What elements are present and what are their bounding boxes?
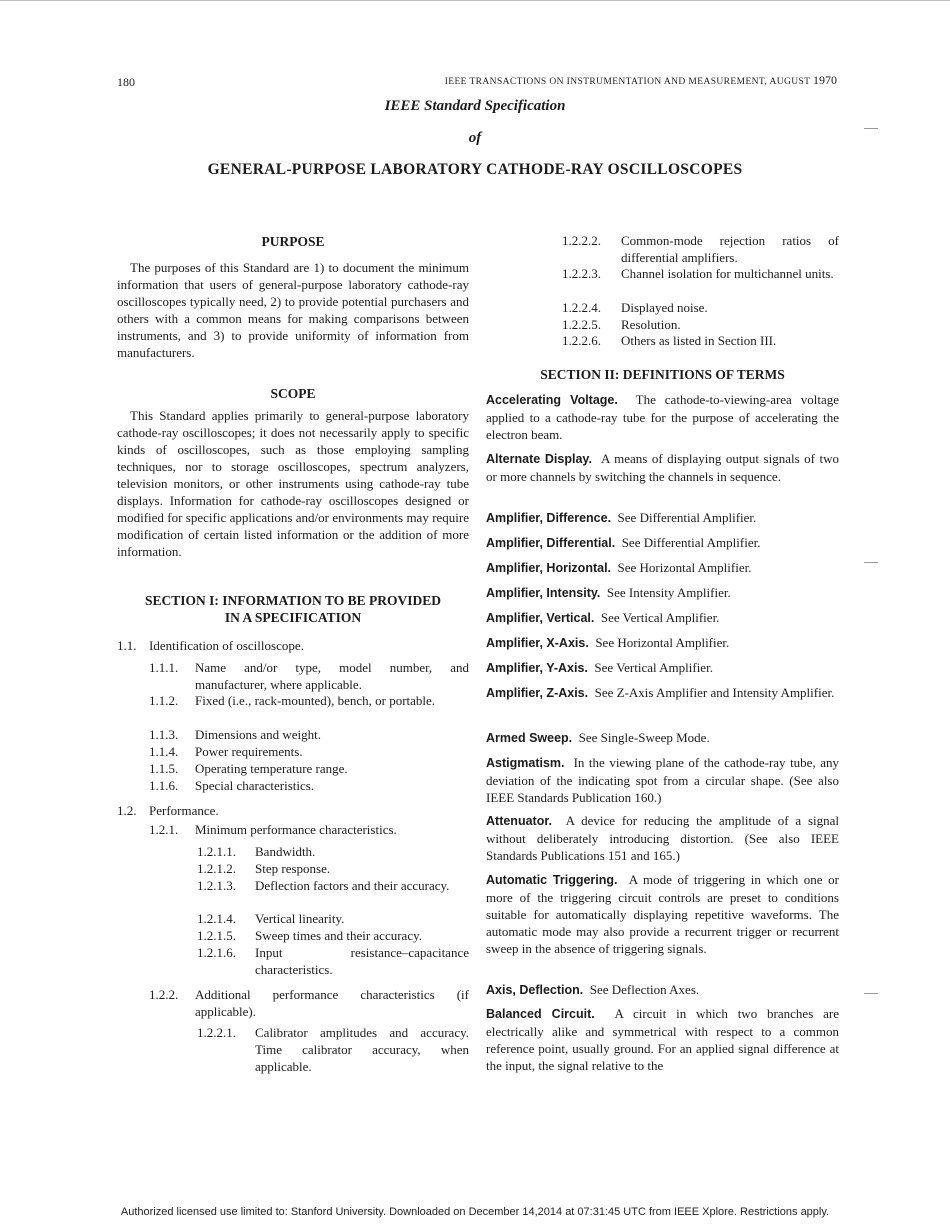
definition-balanced-circuit: Balanced Circuit. A circuit in which two branches are electrically alike and symmetrical with respect to a common reference point, usually ground. For an applied signal difference at the input, the signal relative to the	[486, 1006, 839, 1073]
item-1-2-1-3: 1.2.1.3. Deflection factors and their accuracy.	[197, 878, 450, 893]
definition-alternate-display: Alternate Display. A means of displaying output signals of two or more channels by switching the channels in sequence.	[486, 451, 839, 484]
margin-mark	[864, 993, 878, 994]
item-1-2-2-6: 1.2.2.6. Others as listed in Section III.	[562, 333, 777, 348]
item-1-1-3: 1.1.3. Dimensions and weight.	[149, 727, 322, 742]
running-header	[445, 73, 837, 88]
journal-year: 1970	[813, 73, 837, 87]
scope-heading: SCOPE	[270, 386, 316, 401]
definition-axis-deflection: Axis, Deflection. See Deflection Axes.	[486, 982, 700, 997]
item-1-2-1-2: 1.2.1.2. Step response.	[197, 861, 331, 876]
definition-amplifier-z-axis: Amplifier, Z-Axis. See Z-Axis Amplifier and Intensity Amplifier.	[486, 685, 835, 700]
item-1-1-4: 1.1.4. Power requirements.	[149, 744, 303, 759]
purpose-heading: PURPOSE	[261, 234, 325, 249]
margin-mark	[864, 562, 878, 563]
item-1-2-1-1: 1.2.1.1. Bandwidth.	[197, 844, 316, 859]
definition-accelerating-voltage: Accelerating Voltage. The cathode-to-viewing-area voltage applied to a cathode-ray tube for the purpose of accelerating the electron beam.	[486, 392, 839, 442]
scope-paragraph: This Standard applies primarily to general-purpose laboratory cathode-ray oscilloscopes; it does not necessarily apply to specific kinds of oscilloscopes, such as those employing sampling techniques, nor to storage oscilloscopes, spectrum analyzers, television monitors, or other instruments using cathode-ray tube displays. Information for cathode-ray oscilloscopes designed or modified for specific applications and/or environments may require modification of certain listed information or the addition of more information.	[117, 408, 469, 559]
item-1-2-2-3: 1.2.2.3. Channel isolation for multichannel units.	[562, 266, 834, 281]
definition-amplifier-y-axis: Amplifier, Y-Axis. See Vertical Amplifier.	[486, 660, 713, 675]
item-1-1-5: 1.1.5. Operating temperature range.	[149, 761, 348, 776]
definition-astigmatism: Astigmatism. In the viewing plane of the cathode-ray tube, any deviation of the indicating spot from a circular shape. (See also IEEE Standards Publication 160.)	[486, 755, 839, 805]
item-1-2-2-4: 1.2.2.4. Displayed noise.	[562, 300, 708, 315]
item-1-2-2-2: 1.2.2.2. Common-mode rejection ratios of differential amplifiers.	[562, 233, 839, 265]
title-line-1: IEEE Standard Specification	[384, 98, 566, 114]
section1-heading: SECTION I: INFORMATION TO BE PROVIDED IN A SPECIFICATION	[145, 593, 441, 625]
item-1-2-1-4: 1.2.1.4. Vertical linearity.	[197, 911, 345, 926]
item-1-2-2-1: 1.2.2.1. Calibrator amplitudes and accuracy. Time calibrator accuracy, when applicable.	[197, 1025, 469, 1074]
title-line-2: of	[468, 130, 482, 146]
definition-attenuator: Attenuator. A device for reducing the amplitude of a signal without deliberately introducing distortion. (See also IEEE Standards Publications 151 and 165.)	[486, 813, 839, 863]
definition-amplifier-vertical: Amplifier, Vertical. See Vertical Amplifier.	[486, 610, 720, 625]
definition-armed-sweep: Armed Sweep. See Single-Sweep Mode.	[486, 730, 710, 745]
definition-amplifier-intensity: Amplifier, Intensity. See Intensity Amplifier.	[486, 585, 731, 600]
definition-amplifier-x-axis: Amplifier, X-Axis. See Horizontal Amplifier.	[486, 635, 730, 650]
item-1-2-1: 1.2.1. Minimum performance characteristics.	[149, 822, 397, 837]
top-rule	[0, 0, 950, 1]
journal-name: IEEE TRANSACTIONS ON INSTRUMENTATION AND MEASUREMENT, AUGUST	[444, 77, 811, 87]
margin-mark	[864, 128, 878, 129]
definition-amplifier-difference: Amplifier, Difference. See Differential Amplifier.	[486, 510, 757, 525]
definition-automatic-triggering: Automatic Triggering. A mode of triggering in which one or more of the triggering circuit controls are preset to conditions suitable for automatically displaying repetitive waveforms. The automatic mode may also provide a recurrent trigger or recurrent sweep in the absence of triggering signals.	[486, 872, 839, 956]
page-number: 180	[117, 75, 135, 89]
item-1-2-1-5: 1.2.1.5. Sweep times and their accuracy.	[197, 928, 423, 943]
license-footer: Authorized licensed use limited to: Stanford University. Downloaded on December 14,2014 at 07:31:45 UTC from IEEE Xplore. Restrictions apply.	[120, 1206, 830, 1218]
item-1-2: 1.2. Performance.	[117, 803, 219, 818]
definition-amplifier-horizontal: Amplifier, Horizontal. See Horizontal Amplifier.	[486, 560, 752, 575]
item-1-1-6: 1.1.6. Special characteristics.	[149, 778, 315, 793]
item-1-2-2-5: 1.2.2.5. Resolution.	[562, 317, 681, 332]
title-line-3: GENERAL-PURPOSE LABORATORY CATHODE-RAY OSCILLOSCOPES	[207, 161, 743, 178]
section2-heading: SECTION II: DEFINITIONS OF TERMS	[540, 367, 785, 382]
item-1-1: 1.1. Identification of oscilloscope.	[117, 638, 304, 653]
definition-amplifier-differential: Amplifier, Differential. See Differential Amplifier.	[486, 535, 761, 550]
item-1-2-2: 1.2.2. Additional performance characteristics (if applicable).	[149, 987, 469, 1019]
item-1-1-2: 1.1.2. Fixed (i.e., rack-mounted), bench, or portable.	[149, 693, 436, 708]
item-1-2-1-6: 1.2.1.6. Input resistance–capacitance characteristics.	[197, 945, 469, 977]
purpose-paragraph: The purposes of this Standard are 1) to document the minimum information that users of general-purpose laboratory cathode-ray oscilloscopes typically need, 2) to provide potential purchasers and others with a common means for making comparisons between instruments, and 3) to provide uniformity of information from manufacturers.	[117, 260, 469, 360]
item-1-1-1: 1.1.1. Name and/or type, model number, and manufacturer, where applicable.	[149, 660, 469, 692]
